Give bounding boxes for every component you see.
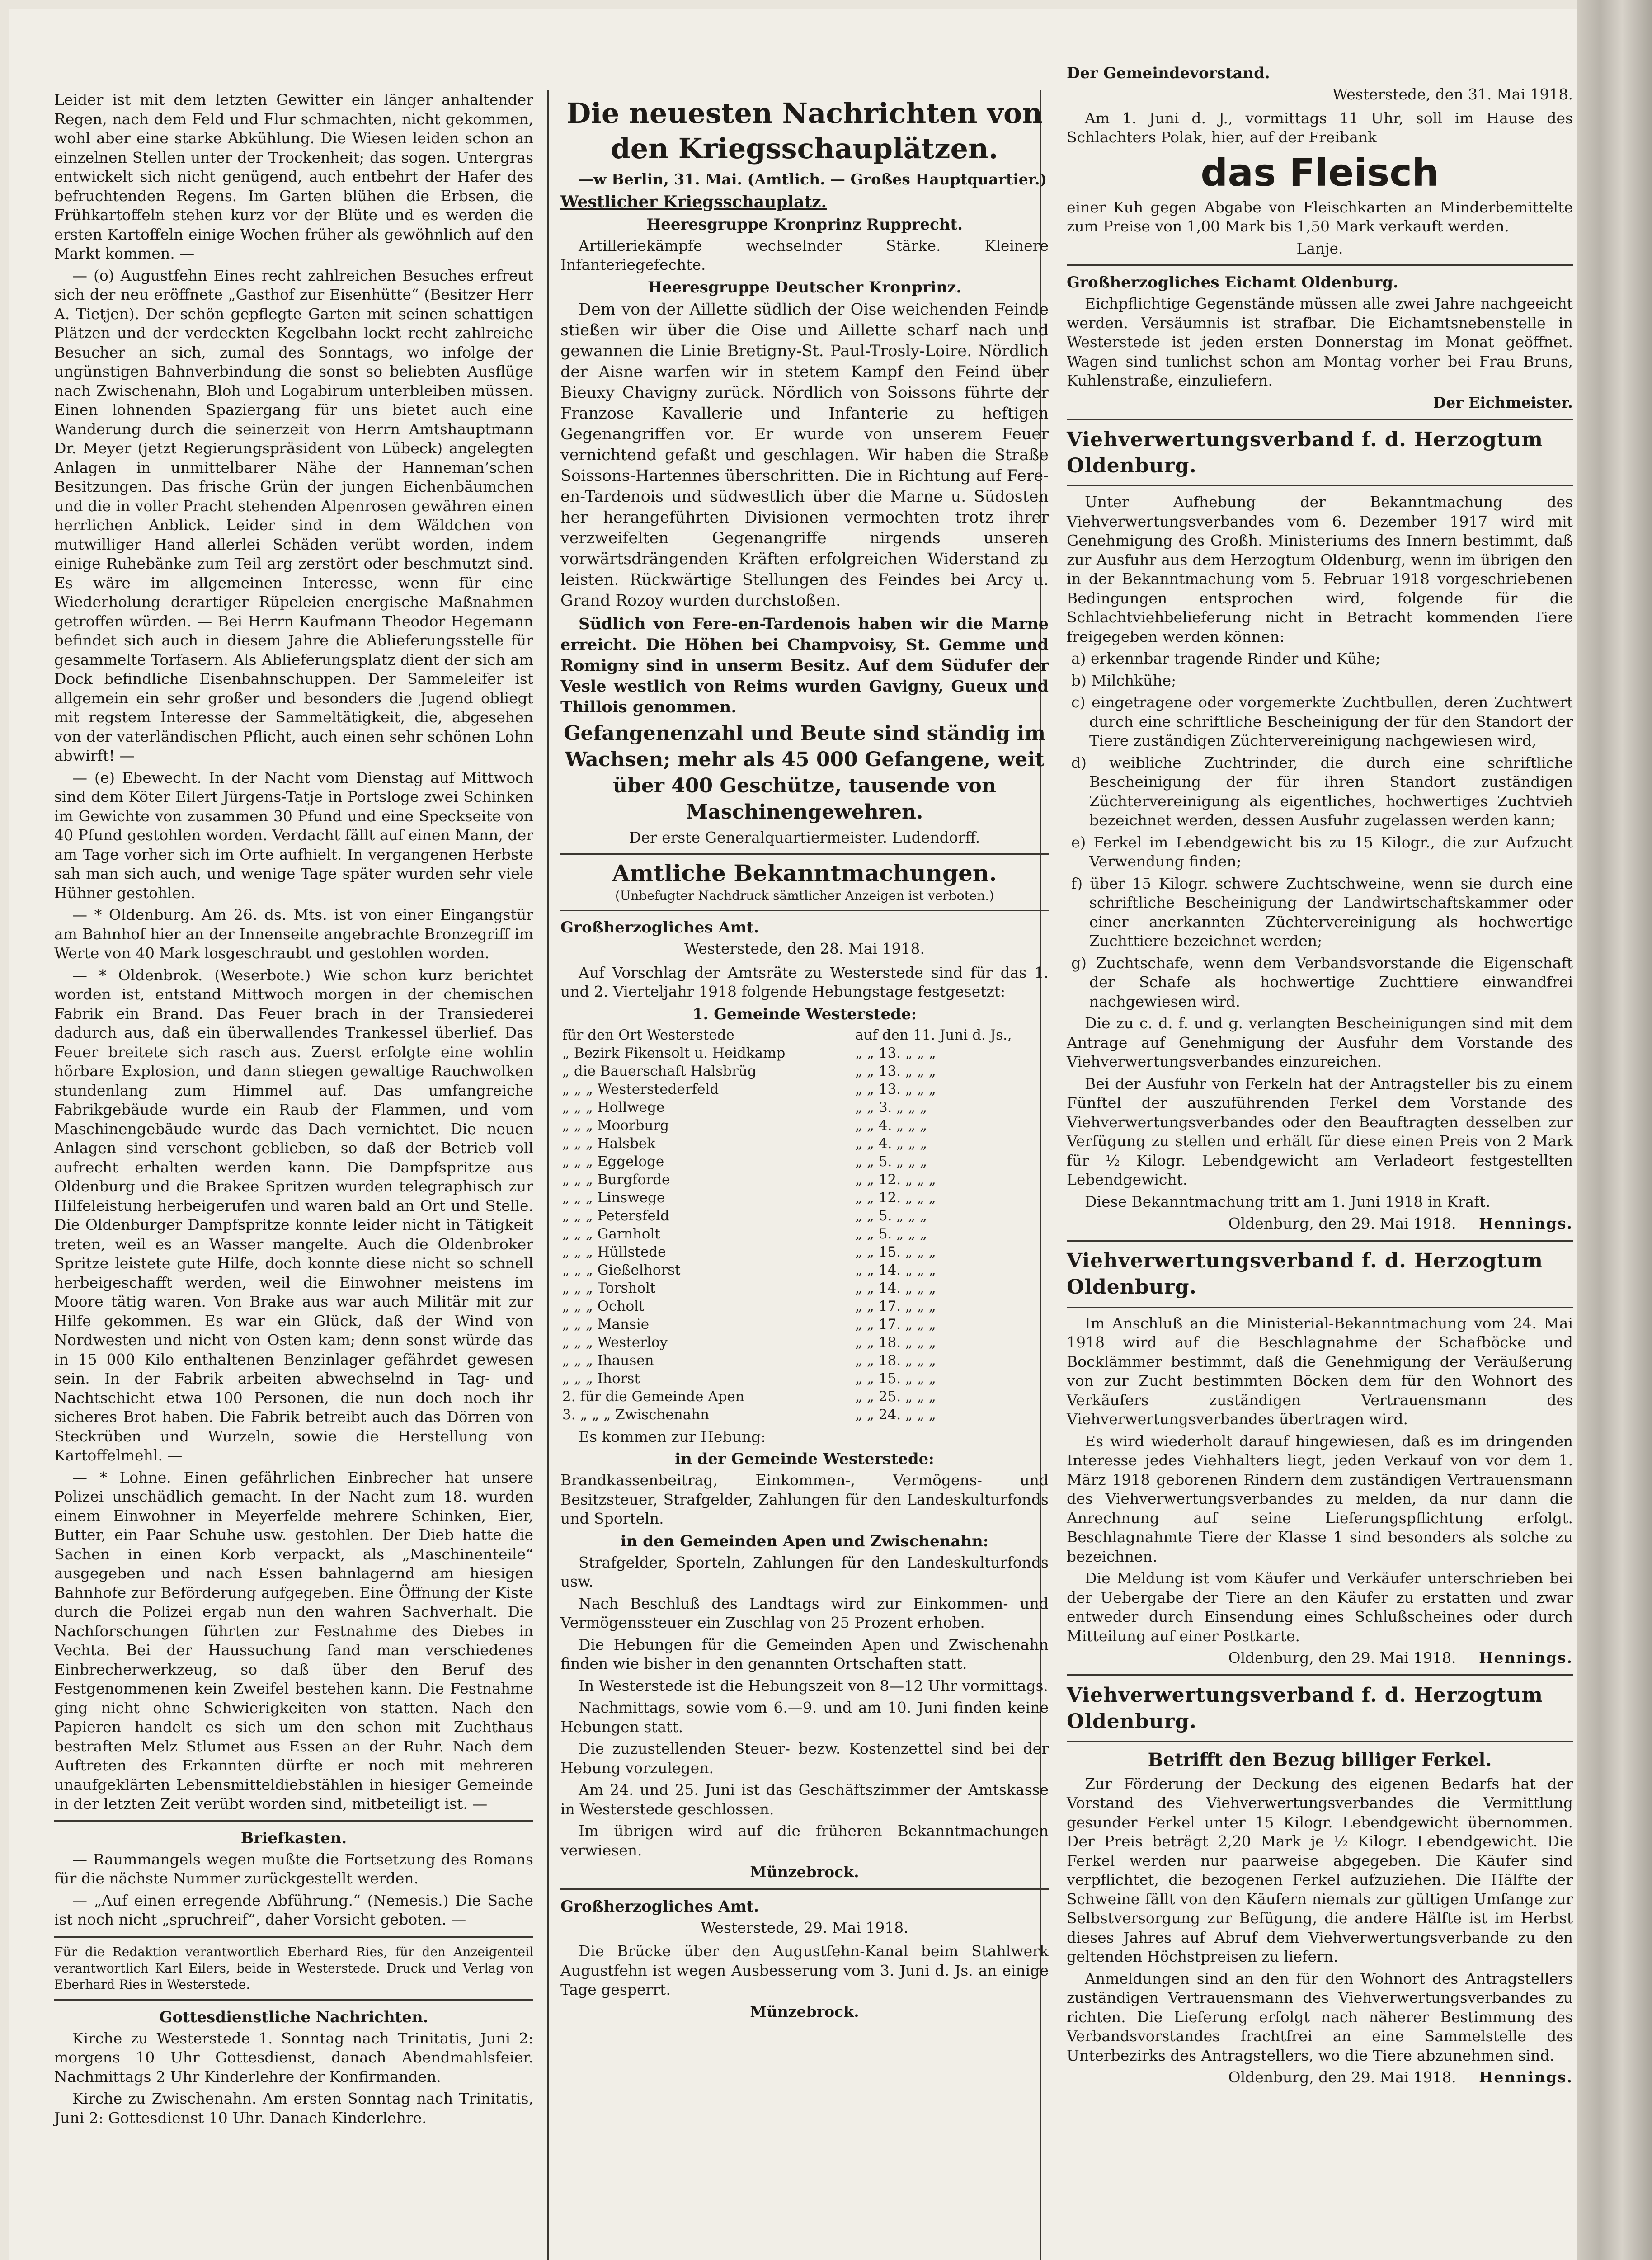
news-weather: Leider ist mit dem letzten Gewitter ein länger anhaltender Regen, nach dem Feld und Flur schmachten, nicht gekommen, wohl aber eine starke Abkühlung. Die Wiesen leiden schon an einzelnen Stellen unter der Trockenheit; das sogen. Untergras entwickelt sich nicht genügend, auch entbehrt der Hafer des befruchtenden Regens. Im Garten blühen die Erbsen, die Frühkartoffeln stehen kurz vor der Blüte und es werden die ersten Kartoffeln einige Wochen früher als gewöhnlich auf den Markt kommen. — xyxy=(54,91,533,262)
table-cell-place: 2. für die Gemeinde Apen xyxy=(562,1388,744,1405)
news-oldenbrok: — * Oldenbrok. (Weserbote.) Wie schon kurz berichtet worden ist, entstand Mittwoch morgen in der chemischen Fabrik ein Brand. Das Feuer brach in der Transiederei dadurch aus, daß ein überwallendes Trankessel überlief. Das Feuer breitete sich rasch aus. Zuerst erfolgte eine wohlin hörbare Explosion, und dann stiegen gewaltige Rauchwolken stundenlang zum Himmel auf. Das umfangreiche Fabrikgebäude wurde ein Raub der Flammen, und vom Maschinengebäude wurde das Dach vernichtet. Die neuen Anlagen sind verschont geblieben, so daß der Betrieb voll aufrecht erhalten werden kann. Die Dampfspritze aus Oldenburg und die Brakee Spritzen wurden telegraphisch zur Hilfeleistung herbeigerufen und waren bald an Ort und Stelle. Die Oldenburger Dampfspritze konnte leider nicht in Tätigkeit treten, weil es an Wasser mangelte. Auch die Oldenbroker Spritze leistete gute Hilfe, doch konnte diese nicht so schnell herbeigeschafft werden, weil die Einwohner meistens im Moore tätig waren. Von Brake aus war auch Militär mit zur Hilfe gekommen. Es war ein Glück, daß der Wind von Nordwesten und nicht von Osten kam; denn sonst würde das in 15 000 Kilo enthaltenen Benzinlager gefährdet gewesen sein. In der Fabrik arbeiten abwechselnd in Tag- und Nachtschicht etwa 100 Personen, die nun doch noch ihr sicheres Brot haben. Die Fabrik betreibt auch das Dörren von Steckrüben und Wurzeln, sowie die Herstellung von Kartoffelmehl. — xyxy=(54,966,533,1464)
table-row xyxy=(560,1261,1049,1279)
gv-text-2: einer Kuh gegen Abgabe von Fleischkarten an Minderbemittelte zum Preise von 1,00 Mark bis 1,50 Mark verkauft werden. xyxy=(1067,198,1573,235)
amt-intro: Auf Vorschlag der Amtsräte zu Westerstede sind für das 1. und 2. Vierteljahr 1918 folgende Hebungstage festgesetzt: xyxy=(560,963,1049,1000)
amt-date: Westerstede, den 28. Mai 1918. xyxy=(684,940,925,957)
kommen-text: Es kommen zur Hebung: xyxy=(579,1427,766,1445)
vvv2-p2: Es wird wiederholt darauf hingewiesen, daß es im dringenden Interesse jedes Viehhalters liegt, jeden Verkauf von vor dem 1. März 1918 geborenen Rindern dem zuständigen Vertrauensmann des Viehverwertungsverbandes zu melden, da nur dann die Anrechnung auf seine Lieferungspflichtung erfolgt. Beschlagnahmte Tiere der Klasse 1 sind besonders als solche zu bezeichnen. xyxy=(1067,1432,1573,1565)
official-announcements-title: Amtliche Bekanntmachungen. xyxy=(612,860,997,886)
amt2-date: Westerstede, 29. Mai 1918. xyxy=(701,1918,908,1936)
table-row xyxy=(560,1279,1049,1297)
church-westerstede: Kirche zu Westerstede 1. Sonntag nach Trinitatis, Juni 2: morgens 10 Uhr Gottesdienst, danach Abendmahlsfeier. Nachmittags 2 Uhr Kinderlehre der Konfirmanden. xyxy=(54,2029,533,2086)
table-row xyxy=(560,1333,1049,1351)
table-row xyxy=(560,1370,1049,1388)
apen-p4: Nachmittags, sowie vom 6.—9. und am 10. Juni finden keine Hebungen statt. xyxy=(560,1699,1049,1736)
page-edge xyxy=(1577,0,1652,2260)
divider xyxy=(1067,264,1573,266)
vvv1-intro: Unter Aufhebung der Bekanntmachung des Viehverwertungsverbandes vom 6. Dezember 1917 wird mit Genehmigung des Großh. Ministeriums des Innern bestimmt, daß zur Ausfuhr aus dem Herzogtum Oldenburg, wenn im übrigen den in der Bekanntmachung vom 5. Februar 1918 vorgeschriebenen Bedingungen entsprochen wird, folgende für die Schlachtviehbelieferung nicht in Betracht kommenden Tiere freigegeben werden können: xyxy=(1067,493,1573,645)
imprint: Für die Redaktion verantwortlich Eberhard Ries, für den Anzeigenteil verantwortlich Karl Eilers, beide in Westerstede. Druck und Verlag von Eberhard Ries in Westerstede. xyxy=(54,1944,533,1992)
divider xyxy=(560,853,1049,855)
column-right-inner xyxy=(1049,63,1573,2087)
in-apen-heading: in den Gemeinden Apen und Zwischenahn: xyxy=(620,1532,989,1550)
eichamt-heading: Großherzogliches Eichamt Oldenburg. xyxy=(1067,273,1398,292)
amt-heading: Großherzogliches Amt. xyxy=(560,918,759,937)
table-cell-date: „ „ 5. „ „ „ xyxy=(855,1225,927,1242)
table-cell-date: „ „ 13. „ „ „ xyxy=(855,1081,936,1097)
ludendorff-signature: Der erste Generalquartiermeister. Ludendorff. xyxy=(629,828,980,846)
table-cell-date: „ „ 18. „ „ „ xyxy=(855,1352,936,1369)
vvv3-p2: Anmeldungen sind an den für den Wohnort des Antragstellers zuständigen Vertrauensmann des Viehverwertungsverbandes zu richten. Die Lieferung erfolgt nach näherer Bestimmung des Verbandsvorstandes frachtfrei an eine Sammelstelle des Unterbezirks des Antragstellers, wo die Tiere abzunehmen sind. xyxy=(1067,1969,1573,2064)
table-row xyxy=(560,1388,1049,1406)
news-augustfehn: — (o) Augustfehn Eines recht zahlreichen Besuches erfreut sich der neu eröffnete „Gasthof zur Eisenhütte“ (Besitzer Herr A. Tietjen). Der schön gepflegte Garten mit seinen schattigen Plätzen und der verdeckten Kegelbahn lockt recht zahlreiche Besucher an sich, zumal des Sonntags, wo infolge der ungünstigen Bahnverbindung die sonst so beliebten Ausflüge nach Zwischenahn, Bloh und Logabirum unterbleiben müssen. Einen lohnenden Spaziergang für uns bietet auch eine Wanderung durch die seinerzeit von Herrn Amtshauptmann Dr. Meyer (jetzt Regierungspräsident von Lübeck) angelegten Anlagen in unmittelbarer Nähe der Hanneman’schen Besitzungen. Das frische Grün der jungen Eichenbäumchen und die in voller Pracht stehenden Alpenrosen gewähren einen herrlichen Anblick. Leider sind in dem Wäldchen von mutwilliger Hand allerlei Schäden verübt worden, indem einige Ruhebänke zum Teil arg zerstört oder beschmutzt sind. Es wäre im allgemeinen Interesse, wenn für eine Wiederholung derartiger Rüpeleien energische Maßnahmen getroffen würden. — Bei Herrn Kaufmann Theodor Hegemann befindet sich auch in diesem Jahre die Ablieferungsstelle für gesammelte Torfasern. Als Ablieferungsplatz dient der sich am Dock befindliche Eisenbahnschuppen. Der Sammeleifer ist allgemein ein sehr großer und besonders die Jugend obliegt mit regstem Interesse der Sammeltätigkeit, die, abgesehen von der vaterländischen Pflicht, auch einen sehr schönen Lohn abwirft! — xyxy=(54,266,533,764)
vvv1-item: g) Zuchtschafe, wenn dem Verbandsvorstande die Eigenschaft der Schafe als hochwertige Zuchttiere einwandfrei nachgewiesen wird. xyxy=(1071,954,1573,1010)
war-news-title: Die neuesten Nachrichten von den Kriegsschauplätzen. xyxy=(566,97,1043,165)
table-cell-place: „ „ „ Westerloy xyxy=(562,1334,668,1351)
church-zwischenahn: Kirche zu Zwischenahn. Am ersten Sonntag nach Trinitatis, Juni 2: Gottesdienst 10 Uhr. Danach Kinderlehre. xyxy=(54,2090,533,2127)
vvv1-item-list xyxy=(1067,649,1573,1011)
table-cell-place: „ „ „ Garnholt xyxy=(562,1225,660,1242)
vvv1-heading: Viehverwertungsverband f. d. Herzogtum Oldenburg. xyxy=(1067,428,1543,477)
in-westerstede-text: Brandkassenbeitrag, Einkommen-, Vermögens- und Besitzsteuer, Strafgelder, Zahlungen für den Landeskulturfonds und Sporteln. xyxy=(560,1471,1049,1527)
vvv1-p1: Die zu c. d. f. und g. verlangten Bescheinigungen sind mit dem Antrage auf Genehmigung der Ausfuhr dem Vorstande des Viehverwertungsverbandes einzureichen. xyxy=(1067,1014,1573,1070)
table-row xyxy=(560,1153,1049,1171)
vvv3-dateline xyxy=(1067,2068,1573,2087)
vvv1-item: a) erkennbar tragende Rinder und Kühe; xyxy=(1071,650,1380,667)
table-cell-date: „ „ 5. „ „ „ xyxy=(855,1207,927,1224)
table-cell-place: „ „ „ Hollwege xyxy=(562,1099,665,1116)
table-cell-date: „ „ 14. „ „ „ xyxy=(855,1262,936,1278)
vvv2-signature: Hennings. xyxy=(1479,1649,1573,1667)
divider xyxy=(54,1936,533,1938)
apen-p3: In Westerstede ist die Hebungszeit von 8—12 Uhr vormittags. xyxy=(579,1676,1049,1695)
amt2-heading: Großherzogliches Amt. xyxy=(560,1897,759,1916)
group2-title: Heeresgruppe Deutscher Kronprinz. xyxy=(647,278,962,297)
table-row xyxy=(560,1315,1049,1333)
vvv1-p2: Bei der Ausfuhr von Ferkeln hat der Antragsteller bis zu einem Fünftel der auszuführenden Ferkel dem Vorstande des Viehverwertungsverbandes oder den Beauftragten desselben zur Verfügung zu stellen und erhält für diese einen Preis von 2 Mark für ½ Kilogr. Lebendgewicht am Verladeort festgestellten Lebendgewicht. xyxy=(1067,1074,1573,1188)
table-cell-date: „ „ 25. „ „ „ xyxy=(855,1388,936,1405)
vvv1-p3: Diese Bekanntmachung tritt am 1. Juni 1918 in Kraft. xyxy=(1085,1192,1491,1210)
vvv3-signature: Hennings. xyxy=(1479,2068,1573,2086)
vvv2-p3: Die Meldung ist vom Käufer und Verkäufer unterschrieben bei der Uebergabe der Tiere an den Käufer zu erstatten und zwar entweder durch Einsendung eines Schlußscheines oder durch Mitteilung auf einer Postkarte. xyxy=(1067,1569,1573,1645)
table-cell-place: „ „ „ Eggeloge xyxy=(562,1153,664,1170)
western-front-title: Westlicher Kriegsschauplatz. xyxy=(560,192,827,212)
table-row xyxy=(560,1135,1049,1153)
group1-title: Heeresgruppe Kronprinz Rupprecht. xyxy=(646,215,963,234)
table-cell-date: „ „ 4. „ „ „ xyxy=(855,1117,927,1134)
table-cell-place: „ „ „ Gießelhorst xyxy=(562,1262,681,1278)
amt2-signature: Münzebrock. xyxy=(750,2002,859,2020)
vvv2-dateline xyxy=(1067,1648,1573,1668)
table-row xyxy=(560,1116,1049,1135)
briefkasten-text-2: — „Auf einen erregende Abführung.“ (Nemesis.) Die Sache ist noch nicht „spruchreif“, daher Vorsicht geboten. — xyxy=(54,1891,533,1928)
group1-text: Artilleriekämpfe wechselnder Stärke. Kleinere Infanteriegefechte. xyxy=(560,236,1049,273)
table-cell-date: „ „ 18. „ „ „ xyxy=(855,1334,936,1351)
briefkasten-text: — Raummangels wegen mußte die Fortsetzung des Romans für die nächste Nummer zurückgestellt werden. xyxy=(54,1850,533,1887)
table-cell-date: „ „ 4. „ „ „ xyxy=(855,1135,927,1152)
table-row xyxy=(560,1080,1049,1098)
table-row xyxy=(560,1062,1049,1080)
table-cell-date: „ „ 14. „ „ „ xyxy=(855,1280,936,1296)
vvv1-item: b) Milchkühe; xyxy=(1071,671,1177,689)
vvv3-subheading: Betrifft den Bezug billiger Ferkel. xyxy=(1148,1749,1492,1770)
vvv1-item: c) eingetragene oder vorgemerkte Zuchtbullen, deren Zuchtwert durch eine schriftliche Bescheinigung der für den Standort der Tiere zuständigen Züchtervereinigung nachgewiesen wird, xyxy=(1071,693,1573,749)
war-dateline: —w Berlin, 31. Mai. (Amtlich. — Großes Hauptquartier.) xyxy=(579,170,1047,188)
hebungstage-table xyxy=(560,1026,1049,1424)
table-row xyxy=(560,1171,1049,1189)
amt2-text: Die Brücke über den Augustfehn-Kanal beim Stahlwerk Augustfehn ist wegen Ausbesserung vom 3. Juni d. Js. an einige Tage gesperrt. xyxy=(560,1942,1049,1998)
column-right xyxy=(1049,64,1573,2260)
divider xyxy=(54,1999,533,2001)
briefkasten-title: Briefkasten. xyxy=(240,1829,347,1847)
table-cell-date: „ „ 15. „ „ „ xyxy=(855,1370,936,1387)
vvv2-date: Oldenburg, den 29. Mai 1918. xyxy=(1228,1649,1456,1667)
divider xyxy=(1067,1674,1573,1676)
divider xyxy=(1067,1307,1573,1308)
eichamt-text: Eichpflichtige Gegenstände müssen alle zwei Jahre nachgeeicht werden. Versäumnis ist strafbar. Die Eichamtsnebenstelle in Westerstede ist jeden ersten Donnerstag im Monat geöffnet. Wagen sind tunlichst schon am Montag vorher bei Frau Bruns, Kuhlenstraße, einzuliefern. xyxy=(1067,295,1573,389)
table-cell-date: „ „ 15. „ „ „ xyxy=(855,1243,936,1260)
table-cell-place: „ „ „ Mansie xyxy=(562,1316,650,1332)
gv-text: Am 1. Juni d. J., vormittags 11 Uhr, soll im Hause des Schlachters Polak, hier, auf der Freibank xyxy=(1067,109,1573,146)
vvv3-p1: Zur Förderung der Deckung des eigenen Bedarfs hat der Vorstand des Viehverwertungsverbandes die Vermittlung gesunder Ferkel unter 15 Kilogr. Lebendgewicht übernommen. Der Preis beträgt 2,20 Mark je ½ Kilogr. Lebendgewicht. Die Ferkel werden nur paarweise abgegeben. Die Käufer sind verpflichtet, die bezogenen Ferkel aufzuziehen. Die Hälfte der Schweine fällt von den Käufern niemals zur gültigen Umfange zur Selbstversorgung zur Befügung, die andere Hälfte ist im Herbst dieses Jahres auf Abruf dem Viehverwertungsverbande zu den geltenden Höchstpreisen zu liefern. xyxy=(1067,1775,1573,1965)
church-title: Gottesdienstliche Nachrichten. xyxy=(159,2008,428,2026)
gv-signature: Lanje. xyxy=(1296,239,1343,257)
table-row xyxy=(560,1225,1049,1243)
table-row xyxy=(560,1207,1049,1225)
divider xyxy=(1067,1741,1573,1742)
vvv3-heading: Viehverwertungsverband f. d. Herzogtum Oldenburg. xyxy=(1067,1683,1543,1733)
table-cell-place: „ „ „ Hüllstede xyxy=(562,1243,666,1260)
muenzebrock-signature: Münzebrock. xyxy=(750,1863,859,1881)
table-cell-place: „ „ „ Torsholt xyxy=(562,1280,656,1296)
table-cell-date: „ „ 5. „ „ „ xyxy=(855,1153,927,1170)
table-cell-place: „ „ „ Moorburg xyxy=(562,1117,669,1134)
table-cell-place: „ „ „ Westerstederfeld xyxy=(562,1081,719,1097)
apen-p5: Die zuzustellenden Steuer- bezw. Kostenzettel sind bei der Hebung vorzulegen. xyxy=(560,1740,1049,1777)
divider xyxy=(560,1888,1049,1890)
apen-p2: Die Hebungen für die Gemeinden Apen und Zwischenahn finden wie bisher in den genannten Ortschaften statt. xyxy=(560,1635,1049,1672)
vvv2-p1: Im Anschluß an die Ministerial-Bekanntmachung vom 24. Mai 1918 wird auf die Beschlagnahme der Schafböcke und Bocklämmer bestimmt, daß die Genehmigung der Veräußerung von zur Zucht bestimmten Böcken dem für den Wohnort des Verkäufers zuständigen Vertrauensmann des Viehverwertungsverbandes übertragen wird. xyxy=(1067,1314,1573,1428)
table-cell-place: „ „ „ Ihausen xyxy=(562,1352,654,1369)
gv-date: Westerstede, den 31. Mai 1918. xyxy=(1332,85,1573,103)
table-row xyxy=(560,1351,1049,1370)
table-cell-place: für den Ort Westerstede xyxy=(562,1026,734,1043)
group2-bold: Südlich von Fere-en-Tardenois haben wir die Marne erreicht. Die Höhen bei Champvoisy, St. Gemme und Romigny sind in unserm Besitz. Auf dem Südufer der Vesle westlich von Reims wurden Gavigny, Gueux und Thillois genommen. xyxy=(560,614,1049,716)
table-cell-place: „ die Bauerschaft Halsbrüg xyxy=(562,1063,757,1079)
in-apen-text: Strafgelder, Sporteln, Zahlungen für den Landeskulturfonds usw. xyxy=(560,1553,1049,1590)
table-row xyxy=(560,1406,1049,1424)
news-ebewecht: — (e) Ebewecht. In der Nacht vom Dienstag auf Mittwoch sind dem Köter Eilert Jürgens-Tatje in Portsloge zwei Schinken im Gewichte von zusammen 30 Pfund und eine Speckseite von 40 Pfund gestohlen worden. Verdacht fällt auf einen Mann, der am Tage vorher sich im Orte aufhielt. In vergangenen Herbste sah man sich auch, und wenige Tage später wurden sehr viele Hühner gestohlen. xyxy=(54,768,533,902)
table-row xyxy=(560,1243,1049,1261)
table-row xyxy=(560,1189,1049,1207)
table-cell-date: „ „ 17. „ „ „ xyxy=(855,1316,936,1332)
divider xyxy=(1067,485,1573,486)
fleisch-headline: das Fleisch xyxy=(1200,150,1439,195)
table-cell-date: „ „ 13. „ „ „ xyxy=(855,1063,936,1079)
table-cell-place: „ „ „ Ihorst xyxy=(562,1370,640,1387)
table-row xyxy=(560,1297,1049,1315)
group2-text: Dem von der Aillette südlich der Oise weichenden Feinde stießen wir über die Oise und Aillette scharf nach und gewannen die Linie Bretigny-St. Paul-Trosly-Loire. Nördlich der Aisne warfen wir in stetem Kampf den Feind über Bieuxy Chavigny zurück. Nördlich von Soissons führte der Franzose Kavallerie und Infanterie zu heftigen Gegenangriffen vor. Er wurde von unserem Feuer vernichtend gefaßt und geschlagen. Wir haben die Straße Soissons-Hartennes überschritten. Die in Richtung auf Fere-en-Tardenois und südwestlich über die Marne u. Südosten her herangeführten Divisionen vermochten trotz ihrer verzweifelten Gegenangriffe nirgends unseren vorwärtsdrängenden Kräften erfolgreichen Widerstand zu leisten. Rückwärtige Stellungen des Feindes bei Arcy u. Grand Rozoy wurden durchstoßen. xyxy=(560,300,1049,610)
apen-p6: Am 24. und 25. Juni ist das Geschäftszimmer der Amtskasse in Westerstede geschlossen. xyxy=(560,1781,1049,1818)
vvv1-date: Oldenburg, den 29. Mai 1918. xyxy=(1228,1215,1456,1232)
prisoners-line: Gefangenenzahl und Beute sind ständig im Wachsen; mehr als 45 000 Gefangene, weit über 400 Geschütze, tausende von Maschinengewehren. xyxy=(563,721,1046,824)
table-cell-date: „ „ 3. „ „ „ xyxy=(855,1099,927,1116)
apen-p7: Im übrigen wird auf die früheren Bekanntmachungen verwiesen. xyxy=(560,1822,1049,1859)
vvv2-heading: Viehverwertungsverband f. d. Herzogtum Oldenburg. xyxy=(1067,1249,1543,1299)
divider xyxy=(560,910,1049,911)
vvv3-date: Oldenburg, den 29. Mai 1918. xyxy=(1228,2068,1456,2086)
apen-p1: Nach Beschluß des Landtags wird zur Einkommen- und Vermögenssteuer ein Zuschlag von 25 Prozent erhoben. xyxy=(560,1594,1049,1631)
column-left xyxy=(54,90,533,2260)
table-cell-date: „ „ 12. „ „ „ xyxy=(855,1171,936,1188)
divider xyxy=(1067,419,1573,420)
divider xyxy=(54,1820,533,1822)
column-rule xyxy=(547,90,549,2260)
eichamt-signature: Der Eichmeister. xyxy=(1433,393,1573,411)
table-cell-place: „ „ „ Petersfeld xyxy=(562,1207,669,1224)
in-westerstede-heading: in der Gemeinde Westerstede: xyxy=(675,1450,934,1468)
gemeinde-heading: 1. Gemeinde Westerstede: xyxy=(692,1005,917,1023)
table-cell-date: „ „ 13. „ „ „ xyxy=(855,1045,936,1061)
table-cell-place: „ Bezirk Fikensolt u. Heidkamp xyxy=(562,1045,786,1061)
news-oldenburg: — * Oldenburg. Am 26. ds. Mts. ist von einer Eingangstür am Bahnhof hier an der Innenseite angebrachte Bronzegriff im Werte von 40 Mark losgeschraubt und gestohlen worden. xyxy=(54,906,533,962)
table-cell-date: auf den 11. Juni d. Js., xyxy=(855,1026,1012,1043)
table-cell-place: 3. „ „ „ Zwischenahn xyxy=(562,1406,710,1423)
table-cell-place: „ „ „ Burgforde xyxy=(562,1171,670,1188)
table-row xyxy=(560,1044,1049,1062)
gv-heading: Der Gemeindevorstand. xyxy=(1067,64,1270,82)
news-lohne: — * Lohne. Einen gefährlichen Einbrecher hat unsere Polizei unschädlich gemacht. In der Nacht zum 18. wurden einem Einwohner in Meyerfelde mehrere Schinken, Eier, Butter, ein Paar Schuhe usw. gestohlen. Der Dieb hatte die Sachen in einen Korb verpackt, als „Maschinenteile“ ausgegeben und nach Essen bahnlagernd am hiesigen Bahnhofe zur Beförderung aufgegeben. Eine Öffnung der Kiste durch die Polizei ergab nun den wahren Sachverhalt. Die Nachforschungen führten zur Festnahme des Diebes in Vechta. Bei der Haussuchung fand man verschiedenes Einbrecherwerkzeug, so daß über den Beruf des Festgenommenen kein Zweifel bestehen kann. Die Festnahme ging nicht ohne Schwierigkeiten von statten. Nach den Papieren handelt es sich um den schon mit Zuchthaus bestraften Melz Stlumet aus Essen an der Ruhr. Nach dem Auftreten des Erkannten dürfte er noch mit mehreren unaufgeklärten Lebensmitteldiebstählen in hiesiger Gemeinde in der letzten Zeit verübt worden sind, mitbeteiligt ist. — xyxy=(54,1468,533,1813)
table-cell-place: „ „ „ Linswege xyxy=(562,1189,665,1206)
vvv1-dateline xyxy=(1067,1214,1573,1234)
vvv1-item: f) über 15 Kilogr. schwere Zuchtschweine, wenn sie durch eine schriftliche Bescheinigung der Landwirtschaftskammer oder einer anerkannten Züchtervereinigung als hochwertige Zuchttiere bezeichnet werden; xyxy=(1071,874,1573,950)
table-cell-date: „ „ 24. „ „ „ xyxy=(855,1406,936,1423)
divider xyxy=(1067,1240,1573,1242)
table-row xyxy=(560,1026,1049,1044)
table-cell-place: „ „ „ Halsbek xyxy=(562,1135,656,1152)
vvv1-signature: Hennings. xyxy=(1479,1215,1573,1232)
table-cell-date: „ „ 12. „ „ „ xyxy=(855,1189,936,1206)
table-cell-date: „ „ 17. „ „ „ xyxy=(855,1298,936,1314)
vvv1-item: d) weibliche Zuchtrinder, die durch eine schriftliche Bescheinigung der für ihren Standort zuständigen Züchtervereinigung als eigentliches, hochwertiges Zuchtvieh bezeichnet werden, dessen Ausfuhr zugelassen werden kann; xyxy=(1071,753,1573,829)
table-cell-place: „ „ „ Ocholt xyxy=(562,1298,645,1314)
official-announcements-sub: (Unbefugter Nachdruck sämtlicher Anzeigen ist verboten.) xyxy=(615,888,994,903)
column-middle xyxy=(560,90,1049,2260)
vvv1-item: e) Ferkel im Lebendgewicht bis zu 15 Kilogr., die zur Aufzucht Verwendung finden; xyxy=(1071,833,1573,870)
table-row xyxy=(560,1098,1049,1116)
